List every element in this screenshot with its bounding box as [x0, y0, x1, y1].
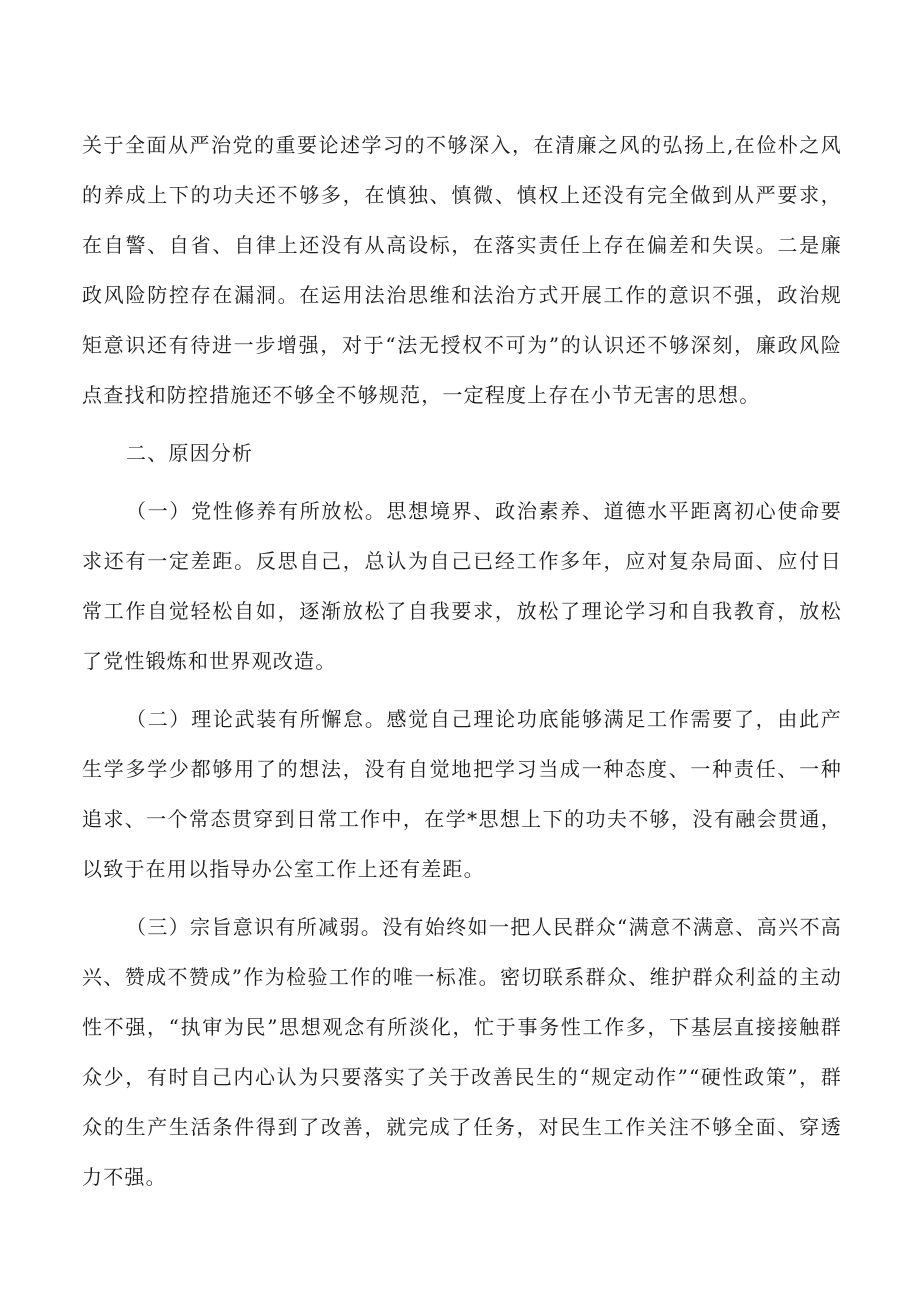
paragraph-purpose-awareness: （三）宗旨意识有所减弱。没有始终如一把人民群众“满意不满意、高兴不高兴、赞成不赞成”作为检验工作的唯一标准。密切联系群众、维护群众利益的主动性不强，“执审为民”思想观念有所淡化，忙于事务性工作多，下基层直接接触群众少，有时自己内心认为只要落实了关于改善民生的“规定动作”“硬性政策”，群众的生产生活条件得到了改善，就完成了任务，对民生工作关注不够全面、穿透力不强。 — [82, 915, 842, 1189]
document-body — [82, 120, 842, 1210]
paragraph-theory-study: （二）理论武装有所懈怠。感觉自己理论功底能够满足工作需要了，由此产生学多学少都够用了的想法，没有自觉地把学习当成一种态度、一种责任、一种追求、一个常态贯穿到日常工作中，在学*思想上下的功夫不够，没有融会贯通，以致于在用以指导办公室工作上还有差距。 — [82, 707, 842, 881]
section-heading-cause-analysis: 二、原因分析 — [126, 441, 254, 465]
paragraph-party-spirit: （一）党性修养有所放松。思想境界、政治素养、道德水平距离初心使命要求还有一定差距。反思自己，总认为自己已经工作多年，应对复杂局面、应付日常工作自觉轻松自如，逐渐放松了自我要求，放松了理论学习和自我教育，放松了党性锻炼和世界观改造。 — [82, 499, 842, 673]
paragraph-continuation: 关于全面从严治党的重要论述学习的不够深入，在清廉之风的弘扬上,在俭朴之风的养成上下的功夫还不够多，在慎独、慎微、慎权上还没有完全做到从严要求，在自警、自省、自律上还没有从高设标，在落实责任上存在偏差和失误。二是廉政风险防控存在漏洞。在运用法治思维和法治方式开展工作的意识不强，政治规矩意识还有待进一步增强，对于“法无授权不可为”的认识还不够深刻，廉政风险点查找和防控措施还不够全不够规范，一定程度上存在小节无害的思想。 — [82, 133, 842, 407]
